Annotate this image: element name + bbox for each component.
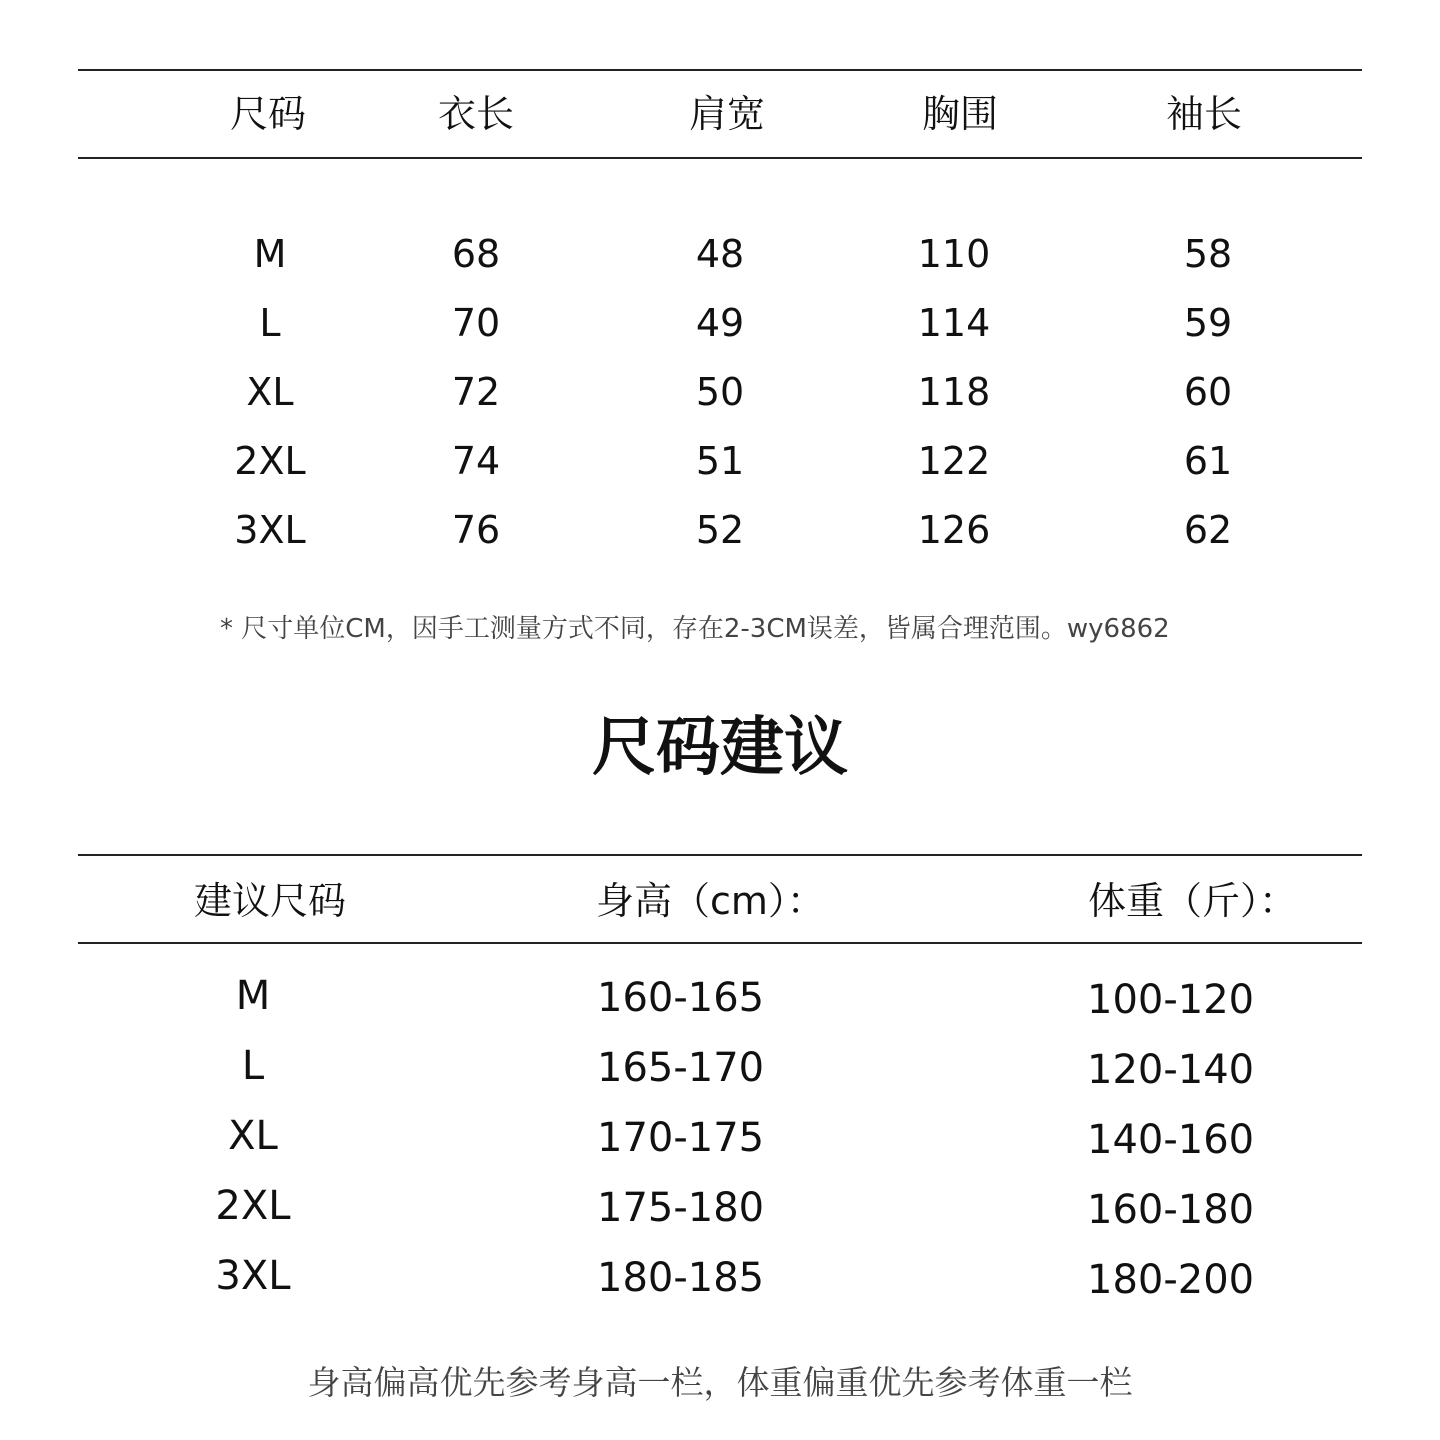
recommendation-cell: 180-200 [1087, 1257, 1255, 1303]
size-chart-cell: 59 [1183, 301, 1233, 345]
recommendation-cell: 180-185 [597, 1255, 765, 1301]
recommendation-cell: L [241, 1043, 265, 1089]
recommendation-cell: 120-140 [1087, 1047, 1255, 1093]
recommendation-header-rule [78, 942, 1362, 944]
size-chart-cell: 126 [917, 508, 991, 552]
recommendation-header-weight: 体重（斤）： [1088, 879, 1298, 923]
size-chart-cell: 50 [695, 370, 745, 414]
measurement-note: * 尺寸单位CM，因手工测量方式不同，存在2-3CM误差，皆属合理范围。wy6862 [220, 614, 1170, 644]
size-chart-cell: 68 [451, 232, 501, 276]
size-chart-cell: 49 [695, 301, 745, 345]
recommendation-cell: 3XL [215, 1253, 291, 1299]
size-chart-cell: XL [246, 370, 294, 414]
size-chart-cell: 3XL [234, 508, 306, 552]
size-chart-header-rule [78, 157, 1362, 159]
recommendation-cell: 165-170 [597, 1045, 765, 1091]
recommendation-cell: XL [228, 1113, 278, 1159]
recommendation-cell: M [235, 973, 271, 1019]
size-chart-header-shoulder: 肩宽 [688, 92, 766, 136]
size-chart-header-size: 尺码 [229, 92, 307, 136]
size-chart-cell: L [259, 301, 281, 345]
recommendation-header-height: 身高（cm）： [596, 879, 825, 923]
size-chart-top-rule [78, 69, 1362, 71]
size-chart-header-sleeve: 袖长 [1165, 92, 1243, 136]
size-chart-cell: 2XL [234, 439, 306, 483]
recommendation-title: 尺码建议 [592, 711, 848, 785]
recommendation-footer-note: 身高偏高优先参考身高一栏，体重偏重优先参考体重一栏 [307, 1363, 1133, 1402]
size-chart-cell: 70 [451, 301, 501, 345]
recommendation-top-rule [78, 854, 1362, 856]
size-chart-cell: M [253, 232, 287, 276]
recommendation-cell: 160-165 [597, 975, 765, 1021]
size-chart-header-chest: 胸围 [921, 92, 999, 136]
size-chart-cell: 58 [1183, 232, 1233, 276]
recommendation-header-size: 建议尺码 [194, 879, 347, 923]
size-chart-cell: 110 [917, 232, 991, 276]
size-chart-cell: 60 [1183, 370, 1233, 414]
size-chart-cell: 122 [917, 439, 991, 483]
size-chart-cell: 48 [695, 232, 745, 276]
size-chart-cell: 74 [451, 439, 501, 483]
recommendation-cell: 170-175 [597, 1115, 765, 1161]
size-chart-cell: 52 [695, 508, 745, 552]
size-chart-header-length: 衣长 [437, 92, 515, 136]
size-chart-cell: 62 [1183, 508, 1233, 552]
size-chart-cell: 118 [917, 370, 991, 414]
size-chart-cell: 76 [451, 508, 501, 552]
size-chart-cell: 61 [1183, 439, 1233, 483]
recommendation-cell: 160-180 [1087, 1187, 1255, 1233]
recommendation-cell: 175-180 [597, 1185, 765, 1231]
size-chart-cell: 51 [695, 439, 745, 483]
recommendation-cell: 140-160 [1087, 1117, 1255, 1163]
recommendation-cell: 2XL [215, 1183, 291, 1229]
recommendation-cell: 100-120 [1087, 977, 1255, 1023]
size-chart-cell: 114 [917, 301, 991, 345]
size-chart-cell: 72 [451, 370, 501, 414]
